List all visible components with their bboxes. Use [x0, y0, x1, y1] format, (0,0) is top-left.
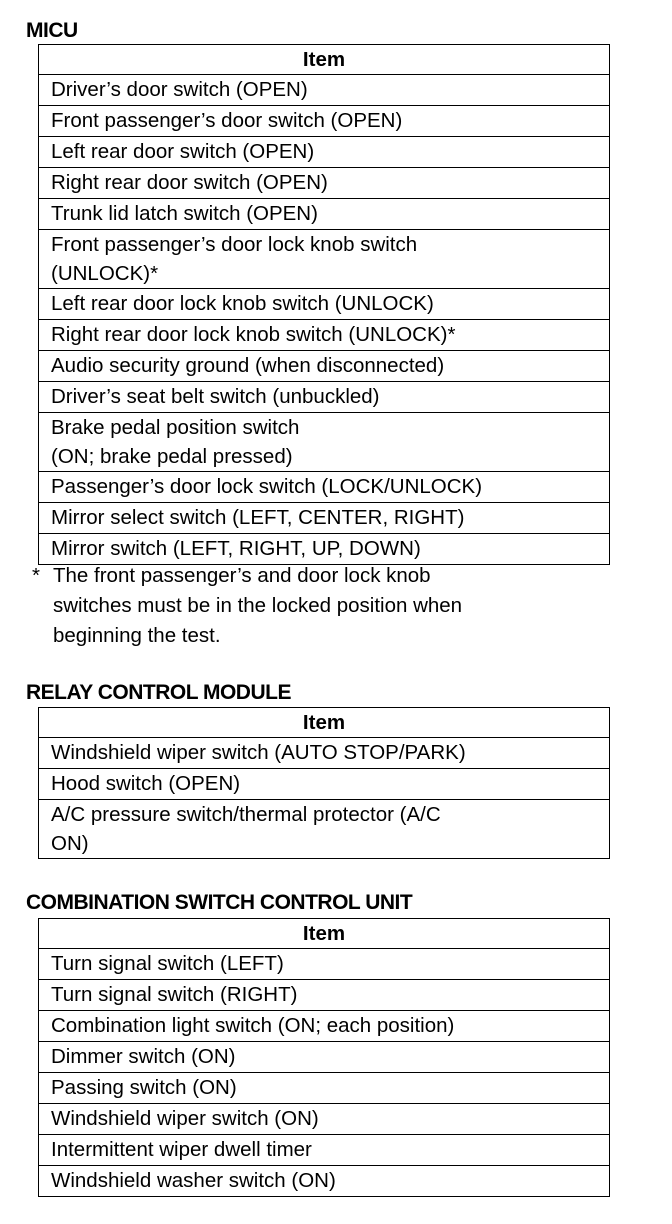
micu-item-drivers-door-switch: Driver’s door switch (OPEN) [51, 78, 308, 101]
relay-item-ac-pressure-switch: A/C pressure switch/thermal protector (A/C ON) [51, 803, 441, 855]
table-row [39, 413, 610, 472]
micu-item-audio-security-ground: Audio security ground (when disconnected) [51, 354, 445, 377]
combination-item-light-switch: Combination light switch (ON; each position) [51, 1014, 455, 1037]
relay-item-hood-switch: Hood switch (OPEN) [51, 772, 241, 795]
table-row [39, 168, 610, 199]
table-row [39, 1104, 610, 1135]
table-row [39, 980, 610, 1011]
table-row [39, 106, 610, 137]
combination-item-dimmer-switch: Dimmer switch (ON) [51, 1045, 236, 1068]
table-row [39, 351, 610, 382]
micu-title: MICU [26, 19, 78, 42]
micu-item-drivers-seat-belt-switch: Driver’s seat belt switch (unbuckled) [51, 385, 380, 408]
relay-control-module-table [38, 707, 610, 859]
micu-item-mirror-select-switch: Mirror select switch (LEFT, CENTER, RIGHT) [51, 506, 465, 529]
table-row [39, 503, 610, 534]
relay-item-windshield-wiper-switch: Windshield wiper switch (AUTO STOP/PARK) [51, 741, 466, 764]
table-row [39, 1011, 610, 1042]
micu-item-front-passenger-lock-knob-switch: Front passenger’s door lock knob switch (UNLOCK)* [51, 233, 418, 285]
micu-item-right-rear-door-switch: Right rear door switch (OPEN) [51, 171, 328, 194]
table-row [39, 769, 610, 800]
table-header-row [39, 919, 610, 949]
combination-switch-control-unit-table [38, 918, 610, 1197]
micu-item-passenger-door-lock-switch: Passenger’s door lock switch (LOCK/UNLOCK) [51, 475, 483, 498]
table-row [39, 800, 610, 859]
table-row [39, 738, 610, 769]
table-row [39, 1166, 610, 1197]
micu-item-brake-pedal-position-switch: Brake pedal position switch (ON; brake pedal pressed) [51, 416, 300, 468]
table-header-row [39, 708, 610, 738]
table-row [39, 382, 610, 413]
footnote-text: The front passenger’s and door lock knob switches must be in the locked position when beginning the test. [53, 564, 463, 647]
combination-switch-control-unit-title: COMBINATION SWITCH CONTROL UNIT [26, 891, 413, 914]
combination-item-header: Item [39, 919, 610, 949]
table-row [39, 1135, 610, 1166]
table-header-row [39, 45, 610, 75]
combination-item-passing-switch: Passing switch (ON) [51, 1076, 237, 1099]
combination-item-intermittent-wiper-timer: Intermittent wiper dwell timer [51, 1138, 312, 1161]
table-row [39, 137, 610, 168]
micu-item-left-rear-door-switch: Left rear door switch (OPEN) [51, 140, 315, 163]
micu-item-trunk-lid-latch-switch: Trunk lid latch switch (OPEN) [51, 202, 318, 225]
table-row [39, 949, 610, 980]
micu-table [38, 44, 610, 565]
micu-item-header: Item [39, 45, 610, 75]
table-row [39, 289, 610, 320]
micu-item-right-rear-lock-knob-switch: Right rear door lock knob switch (UNLOCK)* [51, 323, 456, 346]
table-row [39, 1042, 610, 1073]
table-row [39, 199, 610, 230]
table-row [39, 1073, 610, 1104]
combination-item-windshield-washer-switch: Windshield washer switch (ON) [51, 1169, 336, 1192]
table-row [39, 472, 610, 503]
relay-item-header: Item [39, 708, 610, 738]
table-row [39, 75, 610, 106]
footnote-marker: * [32, 564, 40, 587]
combination-item-turn-signal-right: Turn signal switch (RIGHT) [51, 983, 298, 1006]
combination-item-windshield-wiper-switch: Windshield wiper switch (ON) [51, 1107, 319, 1130]
micu-item-front-passenger-door-switch: Front passenger’s door switch (OPEN) [51, 109, 403, 132]
micu-item-mirror-switch: Mirror switch (LEFT, RIGHT, UP, DOWN) [51, 537, 421, 560]
table-row [39, 534, 610, 565]
relay-control-module-title: RELAY CONTROL MODULE [26, 681, 291, 704]
table-row [39, 230, 610, 289]
combination-item-turn-signal-left: Turn signal switch (LEFT) [51, 952, 284, 975]
table-row [39, 320, 610, 351]
micu-item-left-rear-lock-knob-switch: Left rear door lock knob switch (UNLOCK) [51, 292, 434, 315]
micu-footnote [32, 561, 632, 651]
